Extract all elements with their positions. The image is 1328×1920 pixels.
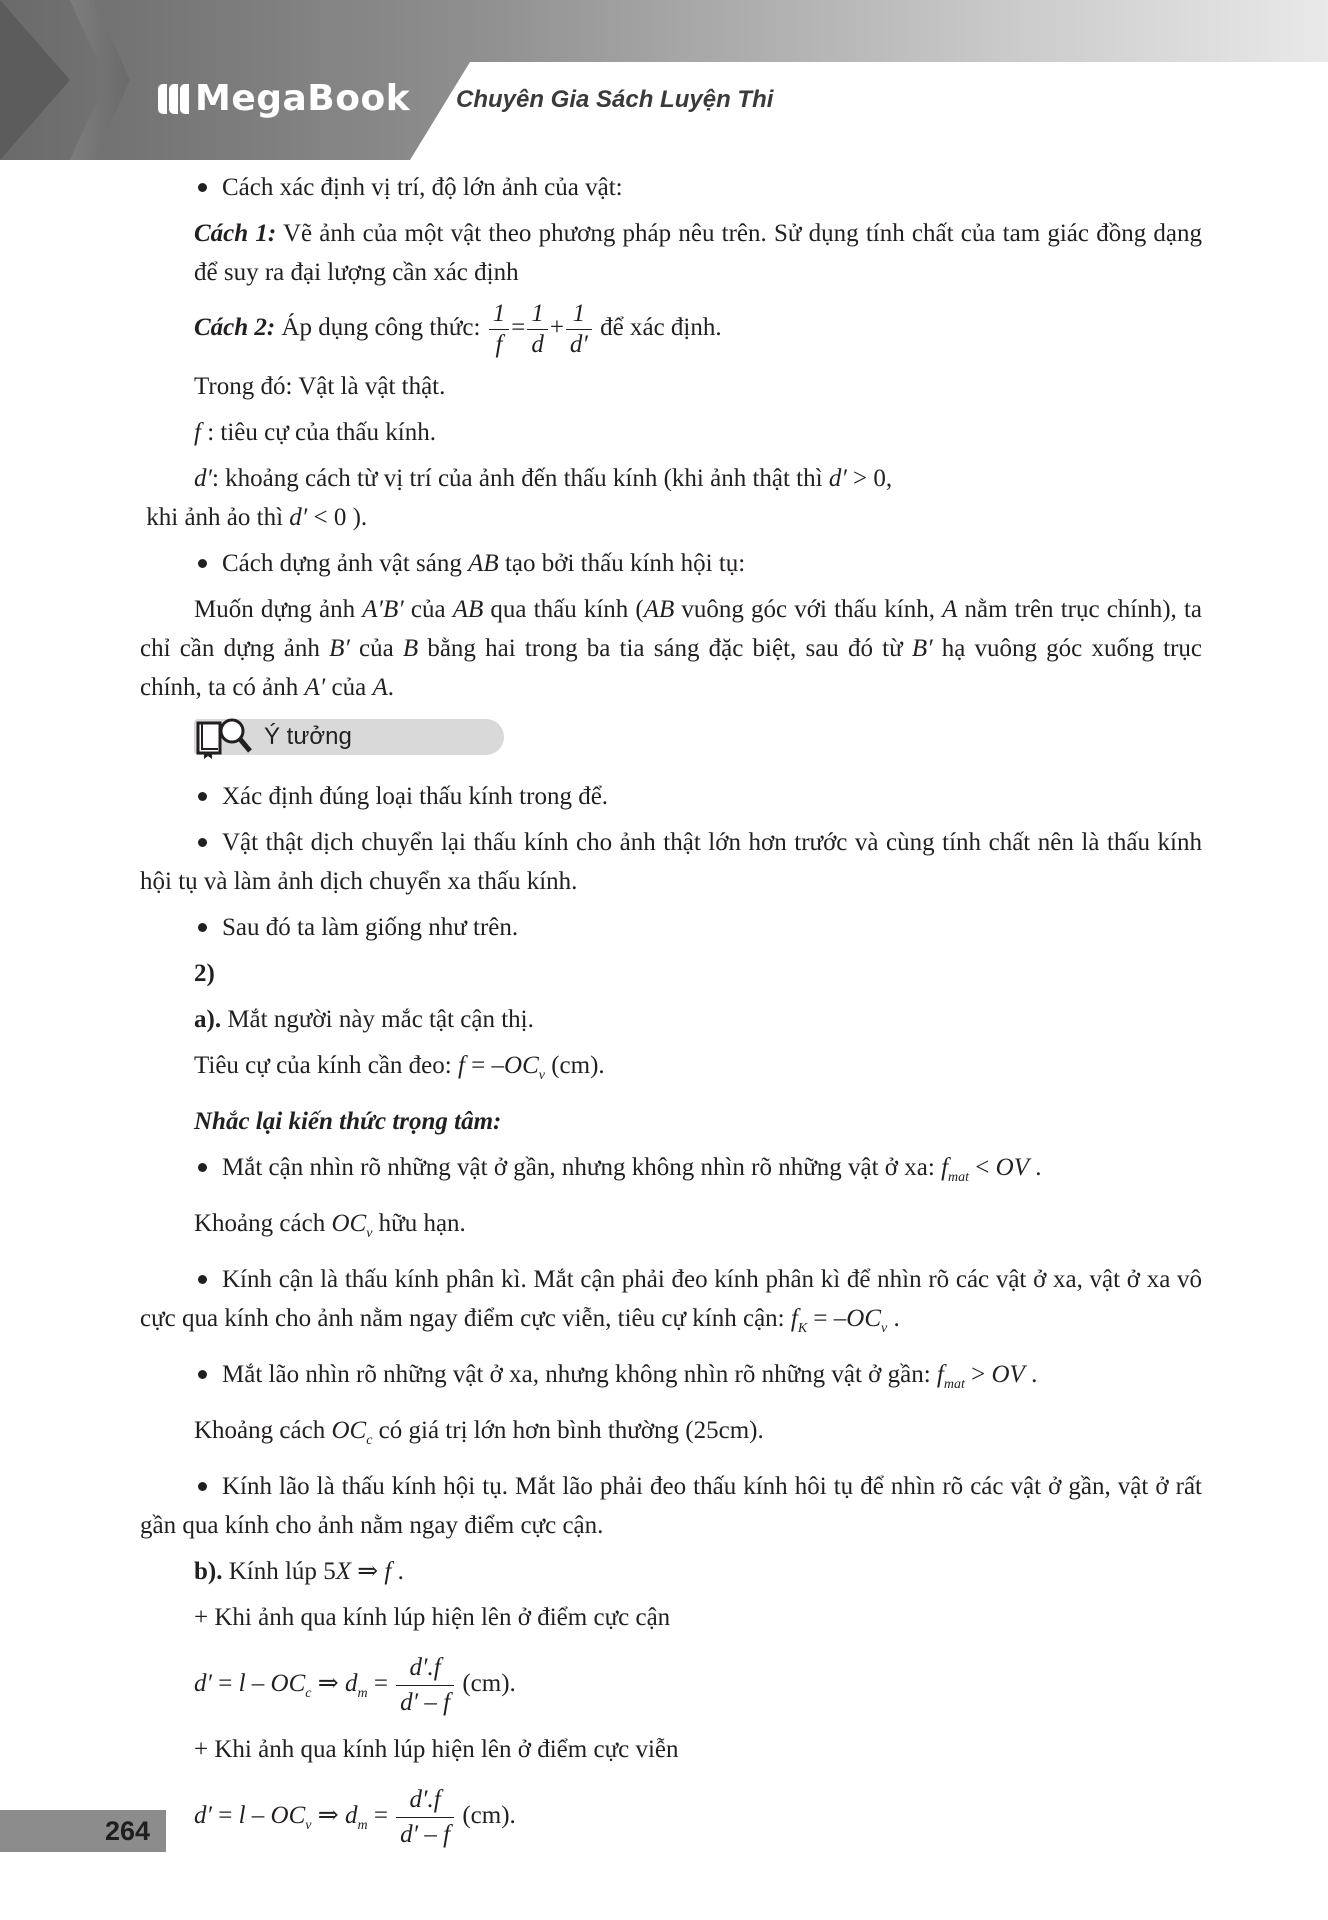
paragraph-khoang-cach: Khoảng cách $OC_v$ hữu hạn.: [194, 1210, 466, 1241]
paragraph-f-def: f : tiêu cự của thấu kính.: [194, 419, 436, 446]
bullet-item: Sau đó ta làm giống như trên.: [140, 908, 1202, 947]
megabook-logo: [158, 78, 410, 119]
page-content: [140, 168, 1202, 1862]
paragraph-cach2: Cách 2: Áp dụng công thức: $\frac{1}{f}$ = $\frac{1}{d}$ + $\frac{1}{d'}$ để xác định.: [194, 300, 722, 358]
paragraph-tieu-cu: Tiêu cự của kính cần đeo: $f = -OC_v$ (cm).: [194, 1052, 605, 1083]
bullet-item: Mắt lão nhìn rõ những vật ở xa, nhưng không nhìn rõ những vật ở gần: $f_{mat}$ > OV .: [140, 1355, 1202, 1404]
bullet-item: Kính cận là thấu kính phân kì. Mắt cận phải đeo kính phân kì để nhìn rõ các vật ở xa, vật ở xa vô cực qua kính cho ảnh nằm ngay điểm cực viễn, tiêu cự kính cận: $f_K = -OC_v$ .: [140, 1260, 1202, 1348]
idea-section-heading: [140, 715, 1202, 759]
paragraph-cach1: Cách 1: Vẽ ảnh của một vật theo phương pháp nêu trên. Sử dụng tính chất của tam giác đồng dạng để suy ra đại lượng cần xác định: [194, 220, 1202, 286]
question-number: 2): [194, 960, 215, 987]
paragraph-plus-1: + Khi ảnh qua kính lúp hiện lên ở điểm cực cận: [194, 1604, 671, 1631]
paragraph-khoang-cach: Khoảng cách $OC_c$ có giá trị lớn hơn bình thường (25cm).: [194, 1417, 764, 1448]
idea-label: Ý tưởng: [264, 723, 352, 750]
paragraph-b: b). Kính lúp 5X ⇒ f .: [194, 1558, 404, 1585]
book-magnifier-icon: [194, 715, 256, 759]
paragraph-trong-do: Trong đó: Vật là vật thật.: [194, 373, 446, 400]
header-chevron-decoration: [0, 0, 70, 160]
paragraph-a: a). Mắt người này mắc tật cận thị.: [194, 1006, 534, 1033]
equation-far-point: $d' = l - OC_v$ ⇒ $d_m$ = $\frac{d'.f}{d' - f}$ (cm).: [140, 1783, 1202, 1852]
paragraph-plus-2: + Khi ảnh qua kính lúp hiện lên ở điểm cực viễn: [194, 1736, 679, 1763]
paragraph-dprime-def: d′: khoảng cách từ vị trí của ảnh đến thấu kính (khi ảnh thật thì d′ > 0, khi ảnh ảo thì d′ < 0 ).: [146, 465, 893, 531]
paragraph-muon-dung: Muốn dựng ảnh A′B′ của AB qua thấu kính (AB vuông góc với thấu kính, A nằm trên trục chính), ta chỉ cần dựng ảnh B′ của B bằng hai trong ba tia sáng đặc biệt, sau đó từ B′ hạ vuông góc xuống trục chính, ta có ảnh A′ của A.: [140, 596, 1202, 701]
bullet-item: Vật thật dịch chuyển lại thấu kính cho ảnh thật lớn hơn trước và cùng tính chất nên là thấu kính hội tụ và làm ảnh dịch chuyển xa thấu kính.: [140, 823, 1202, 901]
page-header: [0, 0, 1328, 160]
bullet-item: Mắt cận nhìn rõ những vật ở gần, nhưng không nhìn rõ những vật ở xa: $f_{mat}$ < OV .: [140, 1148, 1202, 1197]
bullet-item: Cách dựng ảnh vật sáng AB tạo bởi thấu kính hội tụ:: [140, 544, 1202, 583]
equation-near-point: $d' = l - OC_c$ ⇒ $d_m$ = $\frac{d'.f}{d' - f}$ (cm).: [140, 1651, 1202, 1720]
header-chevron-decoration-2: [70, 0, 130, 160]
bullet-item: Cách xác định vị trí, độ lớn ảnh của vật:: [140, 168, 1202, 207]
bullet-item: Kính lão là thấu kính hội tụ. Mắt lão phải đeo thấu kính hôi tụ để nhìn rõ các vật ở gần, vật ở rất gần qua kính cho ảnh nằm ngay điểm cực cận.: [140, 1467, 1202, 1545]
subheading-nhac-lai: Nhắc lại kiến thức trọng tâm:: [194, 1108, 502, 1135]
logo-text: MegaBook: [195, 78, 411, 119]
lens-formula: $\frac{1}{f}$ = $\frac{1}{d}$ + $\frac{1}{d'}$: [487, 314, 600, 341]
header-tagline: Chuyên Gia Sách Luyện Thi: [456, 86, 774, 113]
bullet-item: Xác định đúng loại thấu kính trong để.: [140, 777, 1202, 816]
page-number: 264: [0, 1810, 166, 1852]
logo-mark-icon: [158, 84, 189, 114]
